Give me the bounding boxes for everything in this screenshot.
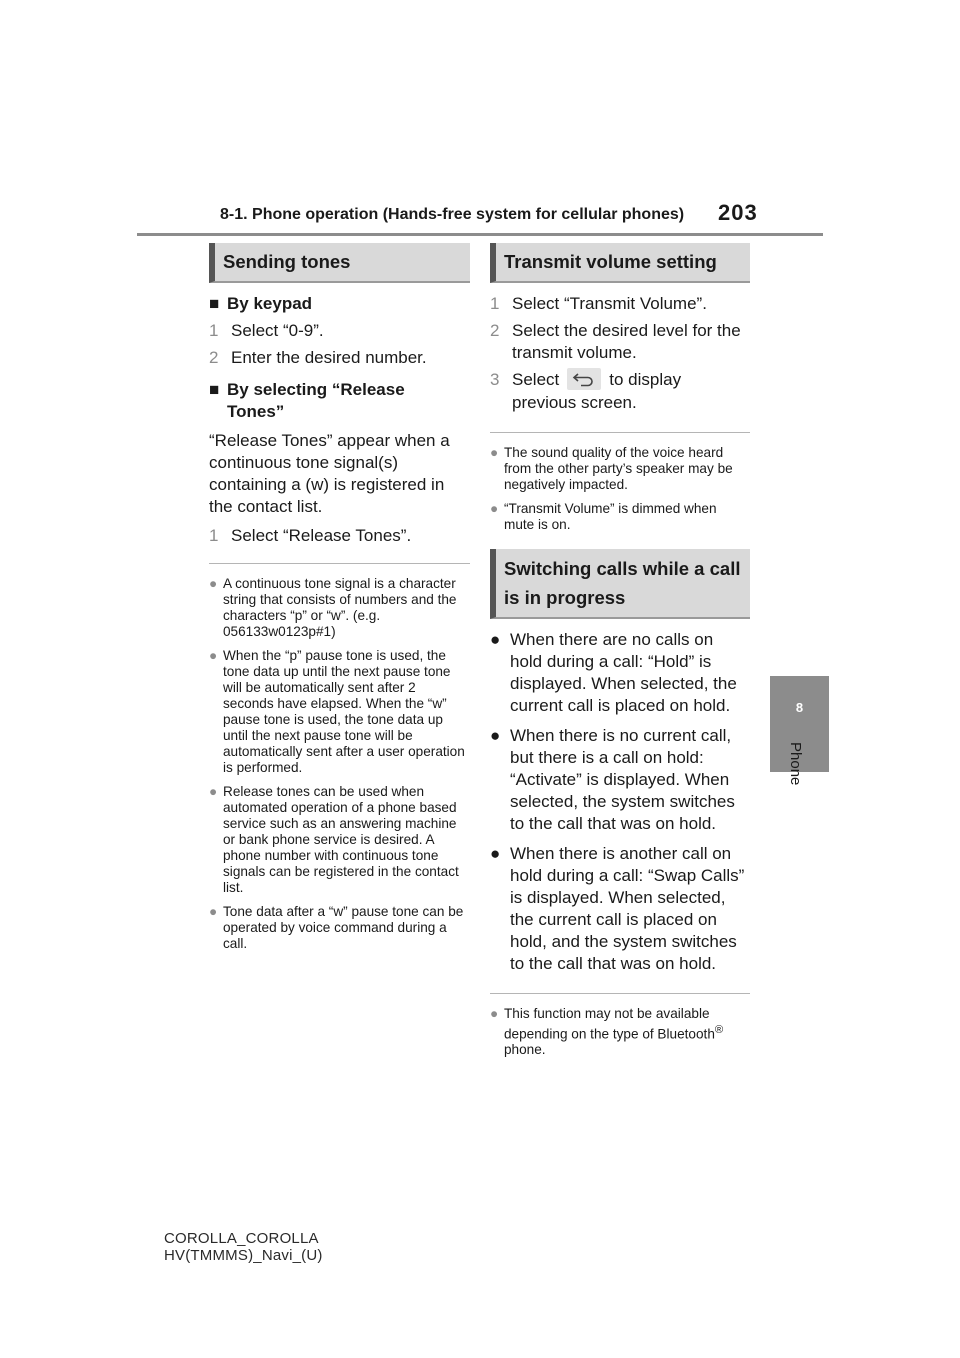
switching-notes <box>490 993 750 1059</box>
circle-bullet-icon: ● <box>490 444 499 460</box>
page-number: 203 <box>718 200 758 225</box>
keypad-subheading: ■ By keypad <box>209 294 313 313</box>
note-item: ● Release tones can be used when automated operation of a phone based service such as an answering machine or bank phone service is desired. A phone number with continuous tone signals can be registered in the contact list. <box>209 784 459 895</box>
release-tones-description: “Release Tones” appear when a continuous tone signal(s) containing a (w) is registered in the contact list. <box>209 431 450 516</box>
right-column <box>490 243 750 1066</box>
circle-bullet-icon: ● <box>209 784 218 799</box>
switch-bullet: ● When there are no calls on hold during a call: “Hold” is displayed. When selected, the current call is placed on hold. <box>490 629 737 715</box>
keypad-step-2: 2 Enter the desired number. <box>209 348 427 367</box>
transmit-step-1: 1 Select “Transmit Volume”. <box>490 294 707 313</box>
circle-bullet-icon: ● <box>209 576 218 591</box>
circle-bullet-icon: ● <box>490 500 499 516</box>
section-title: 8-1. Phone operation (Hands-free system for cellular phones) <box>220 206 685 223</box>
switch-bullet: ● When there is no current call, but there is a call on hold: “Activate” is displayed. When selected, the system switches to the call that was on hold. <box>490 725 735 833</box>
transmit-volume-heading: Transmit volume setting <box>490 243 750 283</box>
transmit-notes <box>490 432 750 533</box>
footer-model-code: COROLLA_COROLLA HV(TMMMS)_Navi_(U) <box>164 1230 323 1264</box>
left-notes <box>209 563 470 952</box>
note-item: ● When the “p” pause tone is used, the tone data up until the next pause tone will be automatically sent after 2 seconds have elapsed. When the “w” pause tone is used, the tone data up until the next pause tone will be automatically sent after a user operation is performed. <box>209 648 465 775</box>
chapter-number: 8 <box>795 700 804 715</box>
circle-bullet-icon: ● <box>490 1005 499 1021</box>
release-tones-subheading: ■ By selecting “Release Tones” <box>209 380 405 421</box>
back-arrow-icon <box>567 368 601 390</box>
transmit-step-3: 3 Select to display previous screen. <box>490 369 750 414</box>
transmit-step-2: 2 Select the desired level for the transmit volume. <box>490 321 741 362</box>
release-step-1: 1 Select “Release Tones”. <box>209 526 412 545</box>
square-bullet-icon: ■ <box>209 380 220 399</box>
bullet-dot-icon: ● <box>490 725 501 745</box>
note-item: ● Tone data after a “w” pause tone can be operated by voice command during a call. <box>209 904 464 951</box>
note-item: ● “Transmit Volume” is dimmed when mute is on. <box>490 500 717 532</box>
chapter-label: Phone <box>787 742 804 786</box>
square-bullet-icon: ■ <box>209 294 220 313</box>
bullet-dot-icon: ● <box>490 629 501 649</box>
sending-tones-heading: Sending tones <box>209 243 470 283</box>
circle-bullet-icon: ● <box>209 904 218 919</box>
keypad-step-1: 1 Select “0-9”. <box>209 321 324 340</box>
switch-bullet: ● When there is another call on hold during a call: “Swap Calls” is displayed. When selected, the current call is placed on hold, and the system switches to the call that was on hold. <box>490 843 745 973</box>
switching-calls-heading: Switching calls while a call is in progress <box>490 549 750 619</box>
left-column <box>209 243 470 960</box>
note-item: ● This function may not be available depending on the type of Bluetooth® phone. <box>490 1005 724 1058</box>
bullet-dot-icon: ● <box>490 843 501 863</box>
note-item: ● The sound quality of the voice heard from the other party’s speaker may be negatively impacted. <box>490 444 733 492</box>
circle-bullet-icon: ● <box>209 648 218 663</box>
note-item: ● A continuous tone signal is a character string that consists of numbers and the characters “p” or “w”. (e.g. 056133w0123p#1) <box>209 576 457 639</box>
header-rule <box>137 233 823 236</box>
